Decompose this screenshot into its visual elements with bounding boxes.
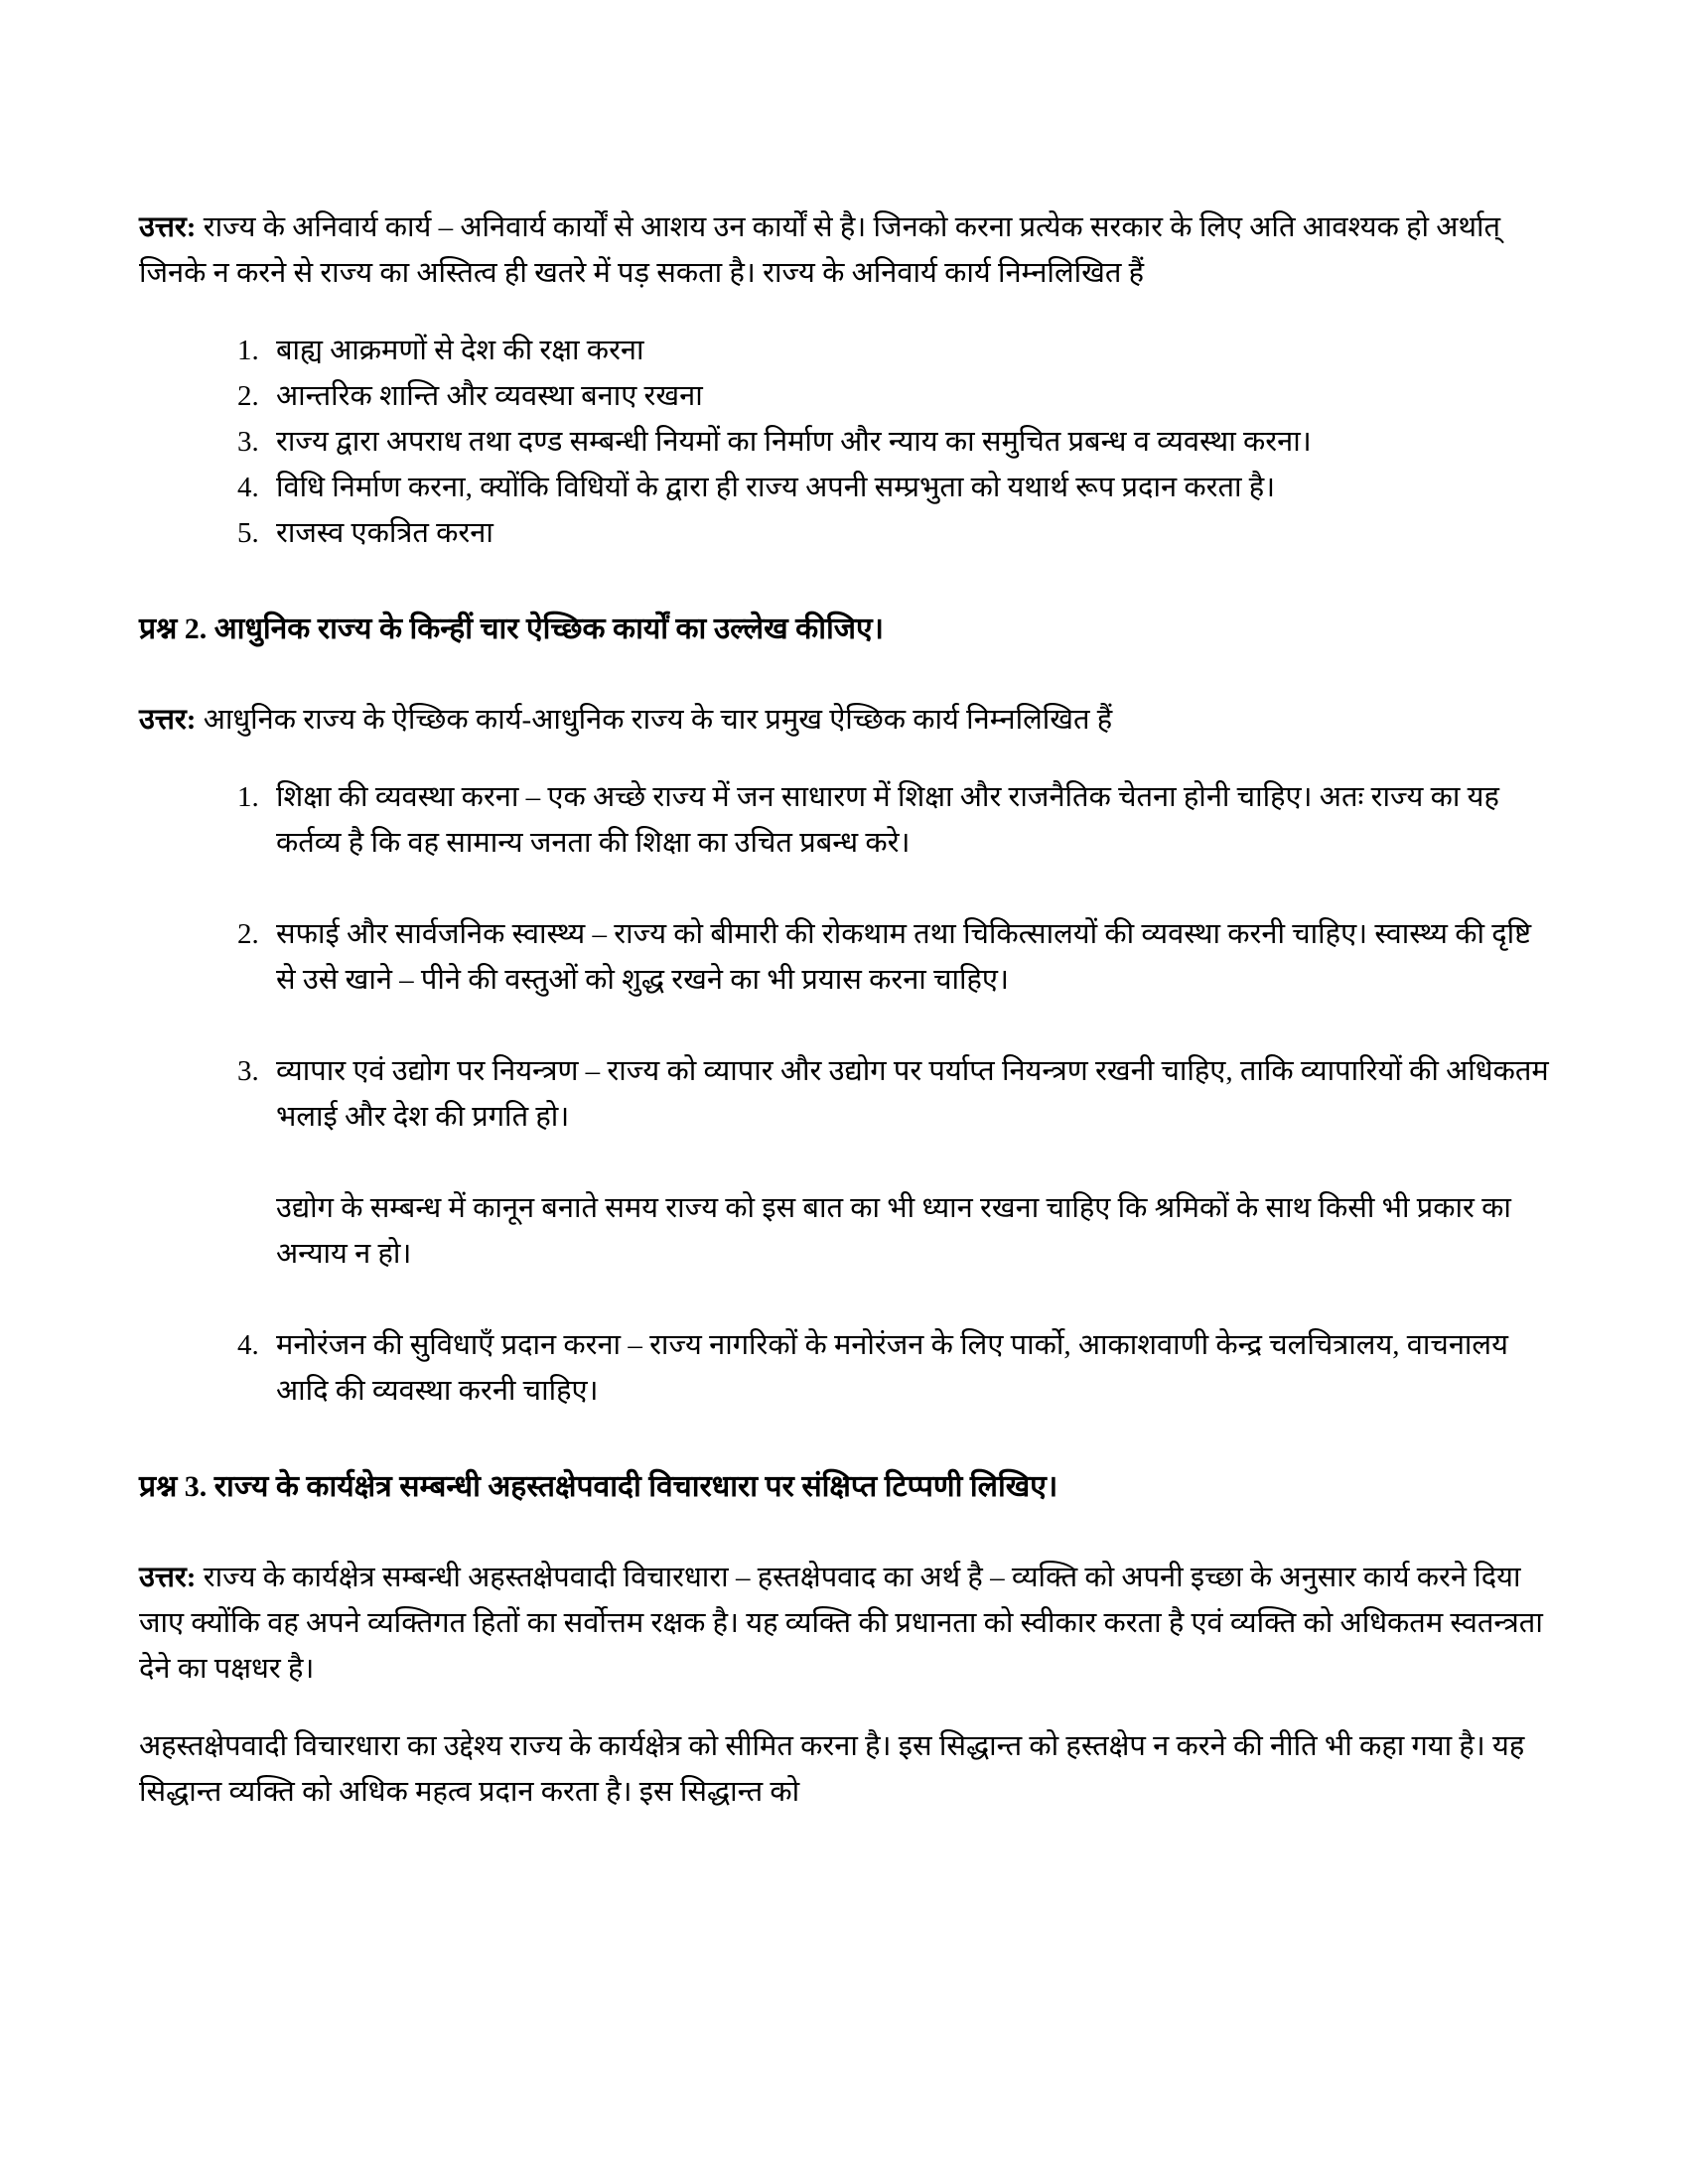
closing-paragraph: अहस्तक्षेपवादी विचारधारा का उद्देश्य राज्य के कार्यक्षेत्र को सीमित करना है। इस सिद्धान्त को हस्तक्षेप न करने की नीति भी कहा गया है। यह सिद्धान्त व्यक्ति को अधिक महत्व प्रदान करता है। इस सिद्धान्त को (139, 1730, 1525, 1808)
list-item-text: मनोरंजन की सुविधाएँ प्रदान करना – राज्य नागरिकों के मनोरंजन के लिए पार्को, आकाशवाणी केन्द्र चलचित्रालय, वाचनालय आदि की व्यवस्था करनी चाहिए। (276, 1329, 1508, 1407)
answer1-text: राज्य के अनिवार्य कार्य – अनिवार्य कार्यों से आशय उन कार्यों से है। जिनको करना प्रत्येक सरकार के लिए अति आवश्यक हो अर्थात् जिनके न करने से राज्य का अस्तित्व ही खतरे में पड़ सकता है। राज्य के अनिवार्य कार्य निम्नलिखित हैं (139, 211, 1501, 289)
question-3-heading: प्रश्न 3. राज्य के कार्यक्षेत्र सम्बन्धी अहस्तक्षेपवादी विचारधारा पर संक्षिप्त टिप्पणी लिखिए। (139, 1470, 1058, 1503)
list-item (266, 774, 1557, 866)
essential-functions-list (139, 328, 1557, 556)
list-item (266, 1322, 1557, 1414)
answer2-paragraph (139, 697, 1557, 743)
list-item-sub-paragraph: उद्योग के सम्बन्ध में कानून बनाते समय राज्य को इस बात का भी ध्यान रखना चाहिए कि श्रमिकों के साथ किसी भी प्रकार का अन्याय न हो। (276, 1192, 1511, 1270)
answer3-label: उत्तर: (139, 1562, 197, 1593)
answer1-label: उत्तर: (139, 211, 197, 243)
list-item-text: व्यापार एवं उद्योग पर नियन्त्रण – राज्य को व्यापार और उद्योग पर पर्याप्त नियन्त्रण रखनी चाहिए, ताकि व्यापारियों की अधिकतम भलाई और देश की प्रगति हो। (276, 1055, 1549, 1133)
question-2-heading: प्रश्न 2. आधुनिक राज्य के किन्हीं चार ऐच्छिक कार्यों का उल्लेख कीजिए। (139, 613, 884, 645)
list-item: 2. आन्तरिक शान्ति और व्यवस्था बनाए रखना (266, 373, 1557, 419)
optional-functions-list (139, 774, 1557, 1414)
list-item-text: शिक्षा की व्यवस्था करना – एक अच्छे राज्य में जन साधारण में शिक्षा और राजनैतिक चेतना होनी चाहिए। अतः राज्य का यह कर्तव्य है कि वह सामान्य जनता की शिक्षा का उचित प्रबन्ध करे। (276, 781, 1499, 859)
answer2-label: उत्तर: (139, 704, 197, 736)
answer3-text: राज्य के कार्यक्षेत्र सम्बन्धी अहस्तक्षेपवादी विचारधारा – हस्तक्षेपवाद का अर्थ है – व्यक्ति को अपनी इच्छा के अनुसार कार्य करने दिया जाए क्योंकि वह अपने व्यक्तिगत हितों का सर्वोत्तम रक्षक है। यह व्यक्ति की प्रधानता को स्वीकार करता है एवं व्यक्ति को अधिकतम स्वतन्त्रता देने का पक्षधर है। (139, 1562, 1543, 1685)
list-item: 3. राज्य द्वारा अपराध तथा दण्ड सम्बन्धी नियमों का निर्माण और न्याय का समुचित प्रबन्ध व व्यवस्था करना। (266, 419, 1557, 465)
list-item: 5. राजस्व एकत्रित करना (266, 510, 1557, 556)
list-item (266, 1048, 1557, 1277)
list-item (266, 911, 1557, 1003)
list-item-text: सफाई और सार्वजनिक स्वास्थ्य – राज्य को बीमारी की रोकथाम तथा चिकित्सालयों की व्यवस्था करनी चाहिए। स्वास्थ्य की दृष्टि से उसे खाने – पीने की वस्तुओं को शुद्ध रखने का भी प्रयास करना चाहिए। (276, 918, 1532, 996)
answer2-text: आधुनिक राज्य के ऐच्छिक कार्य-आधुनिक राज्य के चार प्रमुख ऐच्छिक कार्य निम्नलिखित हैं (196, 704, 1113, 736)
answer3-paragraph (139, 1555, 1557, 1692)
list-item: 1. बाह्य आक्रमणों से देश की रक्षा करना (266, 328, 1557, 373)
answer1-paragraph (139, 205, 1557, 296)
list-item: 4. विधि निर्माण करना, क्योंकि विधियों के द्वारा ही राज्य अपनी सम्प्रभुता को यथार्थ रूप प्रदान करता है। (266, 465, 1557, 510)
